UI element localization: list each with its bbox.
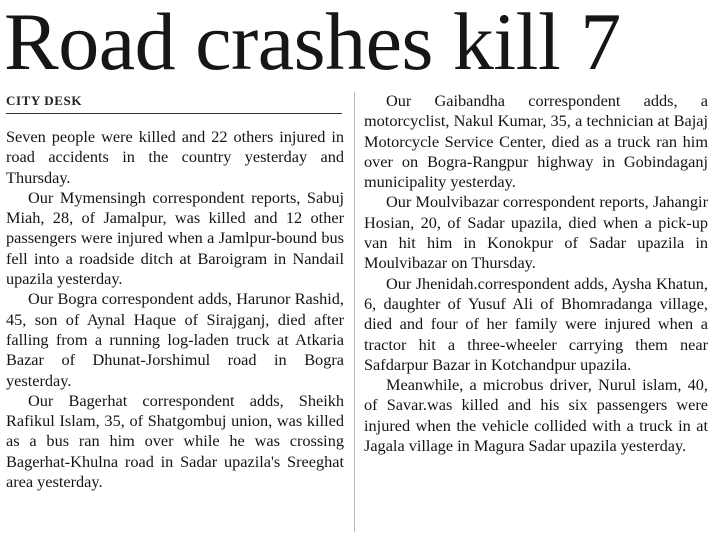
paragraph: Our Jhenidah.correspondent adds, Aysha Khatun, 6, daughter of Yusuf Ali of Bhomradanga village, died and four of her family were injured when a tractor hit a three-wheeler carrying them near Safdarpur Bazar in Kotchandpur upazila. (364, 273, 708, 374)
byline: CITY DESK (6, 93, 342, 114)
left-column (6, 127, 344, 492)
paragraph: Our Mymensingh correspondent reports, Sabuj Miah, 28, of Jamalpur, was killed and 12 other passengers were injured when a Jamlpur-bound bus fell into a roadside ditch at Baroigram in Nandail upazila yesterday. (6, 187, 344, 289)
headline: Road crashes kill 7 (4, 0, 621, 87)
paragraph: Our Moulvibazar correspondent reports, Jahangir Hosian, 20, of Sadar upazila, died when a pick-up van hit him in Konokpur of Sadar upazila in Moulvibazar on Thursday. (364, 192, 708, 273)
column-divider (354, 92, 355, 532)
paragraph: Our Bagerhat correspondent adds, Sheikh Rafikul Islam, 35, of Shatgombuj union, was killed as a bus ran him over while he was crossing Bagerhat-Khulna road in Sadar upazila's Sreeghat area yesterday. (6, 390, 344, 492)
paragraph: Our Gaibandha correspondent adds, a motorcyclist, Nakul Kumar, 35, a technician at Bajaj Motorcycle Service Center, died as a truck ran him over on Bogra-Rangpur highway in Gobindaganj municipality yesterday. (364, 91, 708, 192)
paragraph: Seven people were killed and 22 others injured in road accidents in the country yesterday and Thursday. (6, 127, 344, 187)
paragraph: Meanwhile, a microbus driver, Nurul islam, 40, of Savar.was killed and his six passengers were injured when the vehicle collided with a truck in at Jagala village in Magura Sadar upazila yesterday. (364, 375, 708, 456)
paragraph: Our Bogra correspondent adds, Harunor Rashid, 45, son of Aynal Haque of Sirajganj, died after falling from a running log-laden truck at Atkaria Bazar of Dhunat-Jorshimul road in Bogra yesterday. (6, 289, 344, 390)
right-column (364, 91, 708, 456)
